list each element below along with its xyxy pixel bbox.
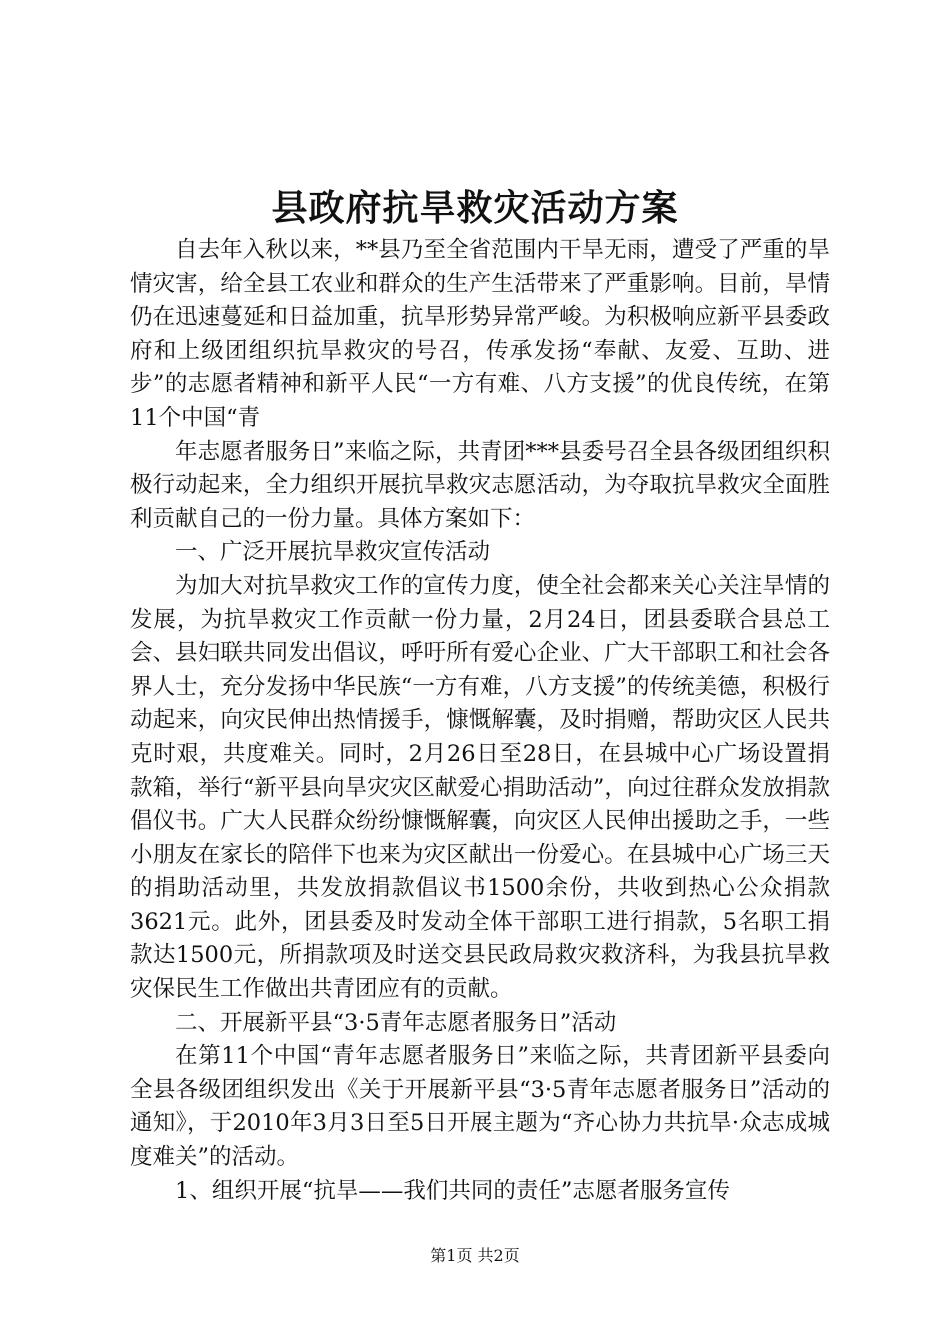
paragraph-section-2: 在第11个中国“青年志愿者服务日”来临之际，共青团新平县委向全县各级团组织发出《关于开展新平县“3·5青年志愿者服务日”活动的通知》，于2010年3月3日至5日开展主题为“齐心协力共抗旱·众志成城度难关”的活动。	[130, 1043, 830, 1171]
page-footer: 第1页 共2页	[430, 1246, 520, 1265]
document-title: 县政府抗旱救灾活动方案	[271, 187, 679, 229]
paragraph-intro: 自去年入秋以来，**县乃至全省范围内干旱无雨，遭受了严重的旱情灾害，给全县工农业和群众的生产生活带来了严重影响。目前，旱情仍在迅速蔓延和日益加重，抗旱形势异常严峻。为积极响应新平县委政府和上级团组织抗旱救灾的号召，传承发扬“奉献、友爱、互助、进步”的志愿者精神和新平人民“一方有难、八方支援”的优良传统，在第11个中国“青	[130, 237, 830, 431]
section-heading-1: 一、广泛开展抗旱救灾宣传活动	[175, 539, 491, 566]
section-heading-2: 二、开展新平县“3·5青年志愿者服务日”活动	[175, 1009, 617, 1036]
document-body	[130, 234, 830, 1208]
paragraph-section-1: 为加大对抗旱救灾工作的宣传力度，使全社会都来关心关注旱情的发展，为抗旱救灾工作贡献一份力量，2月24日，团县委联合县总工会、县妇联共同发出倡议，呼吁所有爱心企业、广大干部职工和社会各界人士，充分发扬中华民族“一方有难，八方支援”的传统美德，积极行动起来，向灾民伸出热情援手，慷慨解囊，及时捐赠，帮助灾区人民共克时艰，共度难关。同时，2月26日至28日，在县城中心广场设置捐款箱，举行“新平县向旱灾灾区献爱心捐助活动”，向过往群众发放捐款倡仪书。广大人民群众纷纷慷慨解囊，向灾区人民伸出援助之手，一些小朋友在家长的陪伴下也来为灾区献出一份爱心。在县城中心广场三天的捐助活动里，共发放捐款倡议书1500余份，共收到热心公众捐款3621元。此外，团县委及时发动全体干部职工进行捐款，5名职工捐款达1500元，所捐款项及时送交县民政局救灾救济科，为我县抗旱救灾保民生工作做出共青团应有的贡献。	[130, 572, 830, 1003]
subsection-heading-1: 1、组织开展“抗旱——我们共同的责任”志愿者服务宣传	[175, 1177, 730, 1204]
paragraph-intro-continued: 年志愿者服务日”来临之际，共青团***县委号召全县各级团组织积极行动起来，全力组织开展抗旱救灾志愿活动，为夺取抗旱救灾全面胜利贡献自己的一份力量。具体方案如下：	[130, 438, 830, 532]
